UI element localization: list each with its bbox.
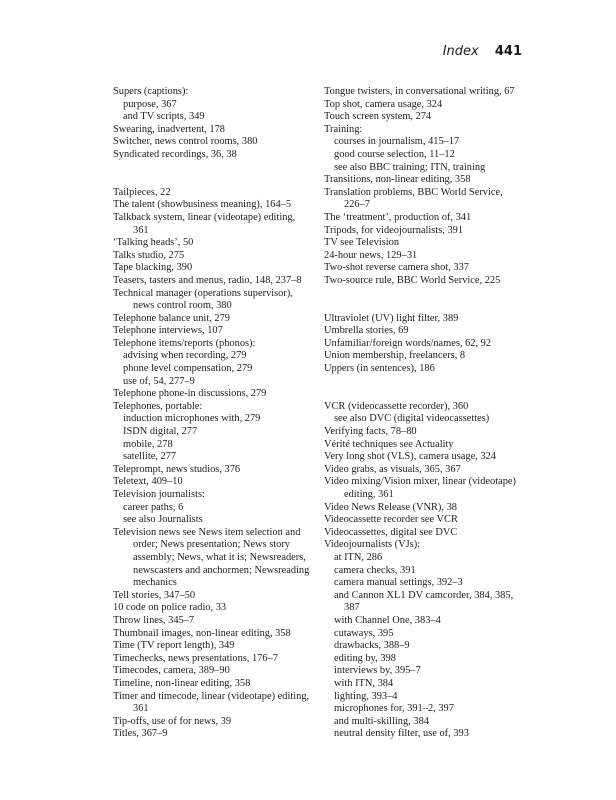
index-entry: Video mixing/Vision mixer, linear (videotape) — [324, 476, 516, 488]
index-entry: Telephone balance unit, 279 — [113, 312, 230, 324]
section-title: Index — [442, 44, 479, 59]
index-entry: Umbrella stories, 69 — [324, 325, 409, 337]
index-entry: Teasers, tasters and menus, radio, 148, 237–8 — [113, 274, 302, 286]
index-entry: 361 — [133, 224, 149, 236]
index-entry: Titles, 367–9 — [113, 728, 168, 740]
index-entry: see also BBC training; ITN, training — [334, 161, 486, 173]
index-entry: newscasters and anchormen; Newsreading — [133, 564, 310, 576]
index-entry: Thumbnail images, non-linear editing, 358 — [113, 627, 291, 639]
index-entry: Technical manager (operations supervisor), — [113, 287, 293, 299]
index-entry: Swearing, inadvertent, 178 — [113, 123, 225, 135]
index-entry: Tell stories, 347–50 — [113, 589, 196, 601]
index-entry: camera manual settings, 392–3 — [334, 577, 463, 589]
index-entry: Timecodes, camera, 389–90 — [113, 665, 230, 677]
index-entry: Timeline, non-linear editing, 358 — [113, 677, 251, 689]
index-entry: Television news see News item selection and — [113, 526, 301, 538]
index-entry: 387 — [344, 602, 360, 614]
index-entry: order; News presentation; News story — [133, 539, 290, 551]
index-entry: Two-source rule, BBC World Service, 225 — [324, 274, 501, 286]
index-entry: drawbacks, 388–9 — [334, 640, 410, 652]
index-entry: Tripods, for videojournalists, 391 — [324, 224, 464, 236]
section-gap — [113, 174, 313, 187]
index-entry: Tailpieces, 22 — [113, 186, 171, 198]
index-entry: Time (TV report length), 349 — [113, 640, 235, 652]
right-index-column — [324, 86, 534, 741]
index-entry: 226–7 — [344, 199, 370, 211]
index-entry: Verifying facts, 78–80 — [324, 426, 417, 438]
index-entry: Union membership, freelancers, 8 — [324, 350, 466, 362]
index-entry: TV see Television — [324, 237, 400, 249]
index-entry: Syndicated recordings, 36, 38 — [113, 148, 237, 160]
index-entry: Teletext, 409–10 — [113, 476, 183, 488]
index-entry: good course selection, 11–12 — [334, 148, 455, 160]
index-entry: news control room, 380 — [133, 300, 232, 312]
index-entry: Talks studio, 275 — [113, 249, 185, 261]
index-entry: 10 code on police radio, 33 — [113, 602, 227, 614]
index-entry: Ultraviolet (UV) light filter, 389 — [324, 312, 459, 324]
index-entry: Videocassettes, digital see DVC — [324, 526, 458, 538]
page-number: 441 — [494, 44, 522, 59]
index-entry: Tongue twisters, in conversational writing, 67 — [324, 86, 515, 97]
index-entry: Video News Release (VNR), 38 — [324, 501, 457, 513]
index-entry: mobile, 278 — [123, 438, 173, 450]
index-entry: Unfamiliar/foreign words/names, 62, 92 — [324, 337, 492, 349]
index-entry: Tape blacking, 390 — [113, 262, 193, 274]
index-entry: Vérité techniques see Actuality — [324, 438, 454, 450]
index-entry: neutral density filter, use of, 393 — [334, 728, 469, 740]
index-entry: phone level compensation, 279 — [123, 363, 253, 375]
index-entry: editing, 361 — [344, 489, 394, 500]
index-entry: with Channel One, 383–4 — [334, 614, 441, 626]
index-entry: The talent (showbusiness meaning), 164–5 — [113, 199, 292, 211]
section-gap — [113, 162, 313, 175]
index-entry: interviews by, 395–7 — [334, 665, 421, 677]
index-entry: and TV scripts, 349 — [123, 111, 205, 123]
index-entry: cutaways, 395 — [334, 627, 394, 639]
running-header — [443, 44, 522, 59]
index-entry: Transitions, non-linear editing, 358 — [324, 174, 471, 186]
index-entry: Two-shot reverse camera shot, 337 — [324, 262, 469, 274]
index-entry: The ‘treatment’, production of, 341 — [324, 211, 472, 223]
index-entry: at ITN, 286 — [334, 551, 383, 563]
index-entry: see also DVC (digital videocassettes) — [334, 413, 490, 425]
index-entry: and Cannon XL1 DV camcorder, 384, 385, — [334, 589, 514, 601]
index-entry: ‘Talking heads’, 50 — [113, 237, 194, 249]
index-entry: Timer and timecode, linear (videotape) editing, — [113, 690, 310, 702]
index-entry: Translation problems, BBC World Service, — [324, 186, 503, 198]
index-entry: Telephone phone-in discussions, 279 — [113, 388, 267, 400]
index-entry: Telephone items/reports (phonos): — [113, 337, 256, 349]
index-entry: VCR (videocassette recorder), 360 — [324, 400, 469, 412]
index-entry: editing by, 398 — [334, 652, 396, 664]
index-entry: mechanics — [133, 577, 177, 589]
index-entry: with ITN, 384 — [334, 677, 394, 689]
index-entry: microphones for, 391–2, 397 — [334, 703, 454, 715]
index-entry: and multi-skilling, 384 — [334, 715, 429, 727]
index-entry: Telephones, portable: — [113, 400, 203, 412]
index-entry: Video grabs, as visuals, 365, 367 — [324, 463, 461, 475]
index-entry: Timechecks, news presentations, 176–7 — [113, 652, 278, 664]
section-gap — [324, 388, 534, 401]
index-entry: Touch screen system, 274 — [324, 111, 432, 123]
index-entry: Talkback system, linear (videotape) editing, — [113, 211, 296, 223]
index-entry: purpose, 367 — [123, 98, 177, 110]
index-entry: Very long shot (VLS), camera usage, 324 — [324, 451, 496, 463]
index-entry: Television journalists: — [113, 489, 205, 500]
index-entry: satellite, 277 — [123, 451, 177, 463]
index-entry: courses in journalism, 415–17 — [334, 136, 460, 148]
index-entry: Videocassette recorder see VCR — [324, 514, 458, 526]
section-gap — [324, 300, 534, 313]
index-entry: 24-hour news, 129–31 — [324, 249, 418, 261]
section-gap — [324, 376, 534, 389]
index-entry: ISDN digital, 277 — [123, 426, 198, 438]
index-entry: Teleprompt, news studios, 376 — [113, 463, 241, 475]
index-entry: Telephone interviews, 107 — [113, 325, 223, 337]
index-entry: lighting, 393–4 — [334, 690, 398, 702]
index-entry: Throw lines, 345–7 — [113, 614, 195, 626]
index-entry: advising when recording, 279 — [123, 350, 247, 362]
index-entry: see also Journalists — [123, 514, 203, 526]
index-entry: Switcher, news control rooms, 380 — [113, 136, 258, 148]
index-entry: career paths, 6 — [123, 501, 184, 513]
index-entry: Training: — [324, 123, 363, 135]
index-entry: induction microphones with, 279 — [123, 413, 261, 425]
index-entry: Supers (captions): — [113, 86, 189, 97]
index-entry: camera checks, 391 — [334, 564, 416, 576]
index-entry: use of, 54, 277–9 — [123, 375, 195, 387]
index-entry: Videojournalists (VJs): — [324, 539, 421, 551]
index-entry: Top shot, camera usage, 324 — [324, 98, 443, 110]
index-entry: 361 — [133, 703, 149, 715]
index-entry: Tip-offs, use of for news, 39 — [113, 715, 232, 727]
section-gap — [324, 288, 534, 301]
left-index-column — [113, 86, 313, 741]
index-entry: assembly; News, what it is; Newsreaders, — [133, 551, 306, 563]
index-entry: Uppers (in sentences), 186 — [324, 363, 435, 375]
